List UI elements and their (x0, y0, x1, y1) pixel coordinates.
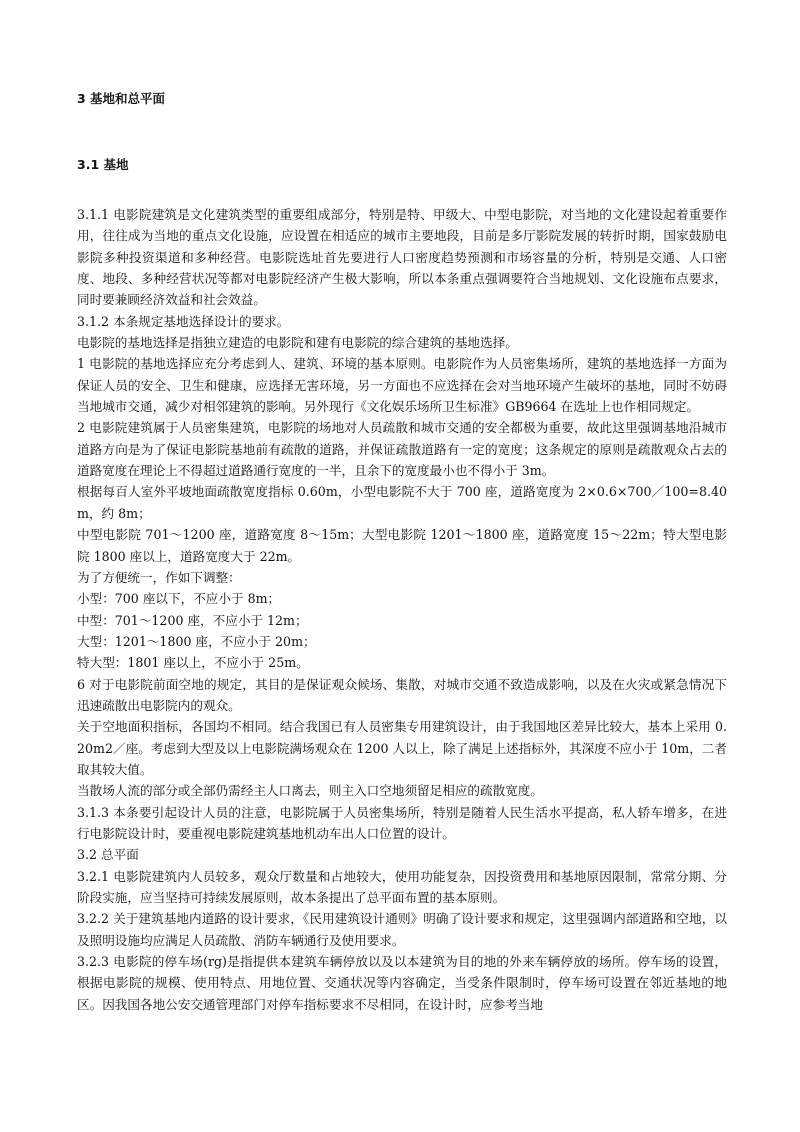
paragraph: 为了方便统一，作如下调整： (77, 569, 241, 585)
section-heading-inline: 3.2 总平面 (77, 847, 139, 863)
paragraph: 电影院的基地选择是指独立建造的电影院和建有电影院的综合建筑的基地选择。 (77, 335, 518, 351)
paragraph: 3.2.3 电影院的停车场(rg)是指提供本建筑车辆停放以及以本建筑为目的地的外来车辆停放的场所。停车场的设置，根据电影院的规模、使用特点、用地位置、交通状况等内容确定，当受条件限制时，停车场可设置在邻近基地的地区。因我国各地公安交通管理部门对停车指标要求不尽相同，在设计时，应参考当地 (77, 954, 727, 1012)
paragraph: 关于空地面积指标，各国均不相同。结合我国已有人员密集专用建筑设计，由于我国地区差异比较大，基本上采用 0.20m2／座。考虑到大型及以上电影院满场观众在 1200 人以上，除了满足上述指标外，其深度不应小于 10m，二者取其较大值。 (77, 719, 727, 777)
paragraph: 3.1.3 本条要引起设计人员的注意，电影院属于人员密集场所，特别是随着人民生活水平提高，私人轿车增多，在进行电影院设计时，要重视电影院建筑基地机动车出人口位置的设计。 (77, 804, 727, 841)
paragraph: 1 电影院的基地选择应充分考虑到人、建筑、环境的基本原则。电影院作为人员密集场所，建筑的基地选择一方面为保证人员的安全、卫生和健康，应选择无害环境，另一方面也不应选择在会对当地环境产生破坏的基地，同时不妨碍当地城市交通，减少对相邻建筑的影响。另外现行《文化娱乐场所卫生标准》GB9664 在选址上也作相同规定。 (77, 356, 727, 415)
section-title: 3.1 基地 (77, 157, 129, 172)
paragraph: 6 对于电影院前面空地的规定，其目的是保证观众候场、集散，对城市交通不致造成影响，以及在火灾或紧急情况下迅速疏散出电影院内的观众。 (77, 676, 727, 713)
paragraph: 3.2.1 电影院建筑内人员较多，观众厅数量和占地较大，使用功能复杂，因投资费用和基地原因限制，常常分期、分阶段实施，应当坚持可持续发展原则，故本条提出了总平面布置的基本原则。 (77, 868, 727, 905)
paragraph: 特大型：1801 座以上，不应小于 25m。 (77, 655, 309, 671)
paragraph: 3.1.2 本条规定基地选择设计的要求。 (77, 313, 290, 329)
paragraph: 大型：1201～1800 座，不应小于 20m； (77, 633, 316, 649)
paragraph: 根据每百人室外平坡地面疏散宽度指标 0.60m，小型电影院不大于 700 座，道路宽度为 2×0.6×700／100=8.40m，约 8m； (77, 484, 727, 521)
paragraph: 中型电影院 701～1200 座，道路宽度 8～15m；大型电影院 1201～1800 座，道路宽度 15～22m；特大型电影院 1800 座以上，道路宽度大于 22m。 (77, 527, 727, 564)
document-body (77, 204, 727, 1015)
paragraph: 3.2.2 关于建筑基地内道路的设计要求，《民用建筑设计通则》明确了设计要求和规定，这里强调内部道路和空地，以及照明设施均应满足人员疏散、消防车辆通行及使用要求。 (77, 911, 727, 948)
paragraph: 小型：700 座以下，不应小于 8m； (77, 591, 281, 607)
chapter-title: 3 基地和总平面 (77, 91, 166, 106)
paragraph: 2 电影院建筑属于人员密集建筑，电影院的场地对人员疏散和城市交通的安全都极为重要，故此这里强调基地沿城市道路方向是为了保证电影院基地前有疏散的道路，并保证疏散道路有一定的宽度；这条规定的原则是疏散观众占去的道路宽度在理论上不得超过道路通行宽度的一半，且余下的宽度最小也不得小于 3m。 (77, 420, 727, 479)
paragraph: 中型：701～1200 座，不应小于 12m； (77, 612, 308, 628)
paragraph: 当散场人流的部分或全部仍需经主人口离去，则主入口空地须留足相应的疏散宽度。 (77, 783, 543, 799)
paragraph: 3.1.1 电影院建筑是文化建筑类型的重要组成部分，特别是特、甲级大、中型电影院，对当地的文化建设起着重要作用，往往成为当地的重点文化设施，应设置在相适应的城市主要地段，目前是多厅影院发展的转折时期，国家鼓励电影院多种投资渠道和多种经营。电影院选址首先要进行人口密度趋势预测和市场容量的分析，特别是交通、人口密度、地段、多种经营状况等都对电影院经济产生极大影响，所以本条重点强调要符合当地规划、文化设施布点要求，同时要兼顾经济效益和社会效益。 (77, 207, 727, 308)
